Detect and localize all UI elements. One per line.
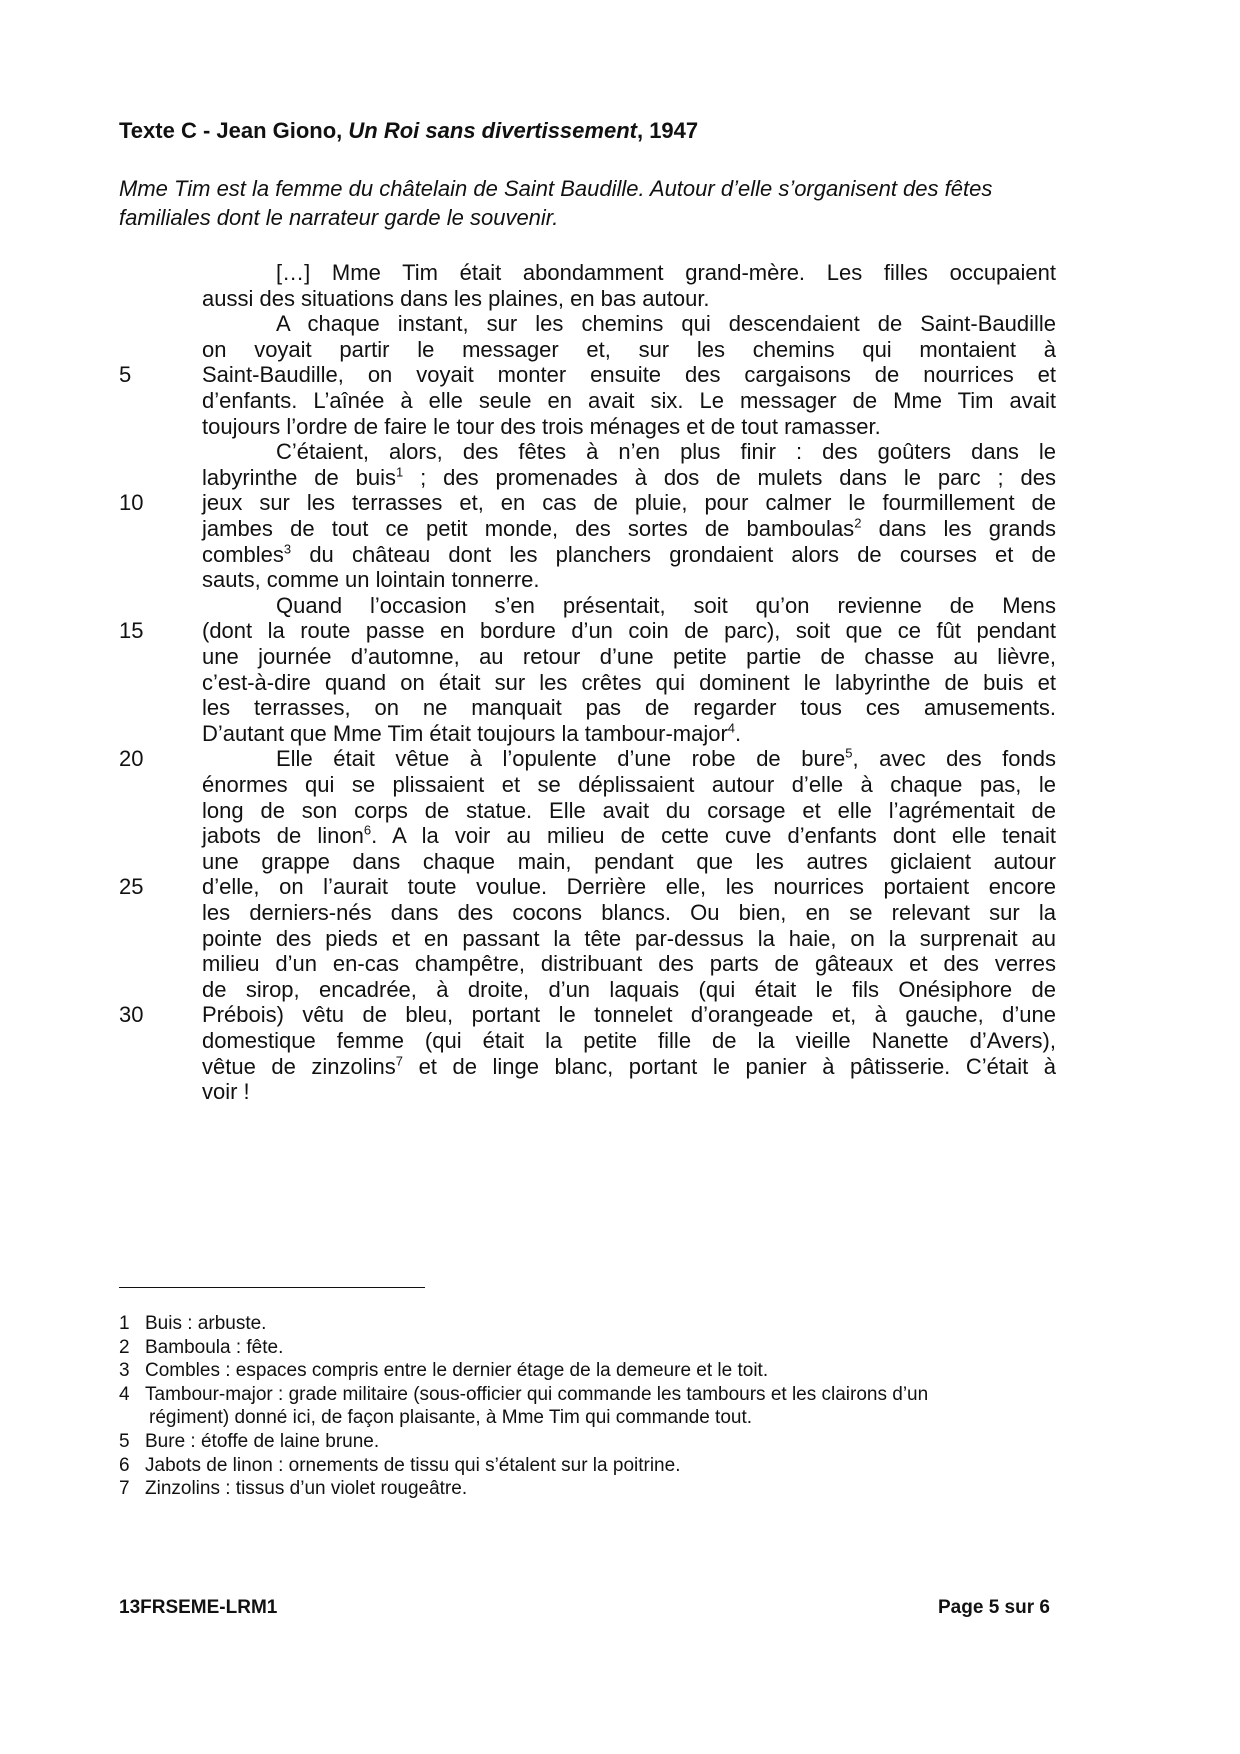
footnote-divider bbox=[119, 1287, 425, 1288]
exam-code: 13FRSEME-LRM1 bbox=[119, 1597, 278, 1618]
passage-line: toujours l’ordre de faire le tour des trois ménages et de tout ramasser. bbox=[202, 413, 881, 439]
passage-line: pointe des pieds et en passant la tête par-dessus la haie, on la surprenait au bbox=[202, 925, 1056, 951]
passage-text: D’autant que Mme Tim était toujours la tambour-major bbox=[202, 720, 728, 746]
footnote-number: 6 bbox=[119, 1454, 130, 1476]
passage-text: . A la voir au milieu de cette cuve d’enfants dont elle tenait bbox=[371, 823, 1056, 849]
passage-text: labyrinthe de buis bbox=[202, 464, 397, 490]
passage-line: jeux sur les terrasses et, en cas de pluie, pour calmer le fourmillement de bbox=[202, 490, 1056, 516]
footnote bbox=[119, 1429, 379, 1455]
footnote-reference: 4 bbox=[727, 720, 736, 736]
passage-text: jambes de tout ce petit monde, des sortes de bamboulas bbox=[202, 516, 855, 541]
footnote-reference: 5 bbox=[845, 746, 853, 762]
passage-text: vêtue de zinzolins bbox=[202, 1053, 396, 1079]
line-number: 25 bbox=[119, 874, 144, 900]
footnote bbox=[119, 1453, 680, 1479]
footnote-number: 5 bbox=[119, 1431, 130, 1452]
footnote-reference: 2 bbox=[854, 515, 862, 531]
footnote-text: Zinzolins : tissus d’un violet rougeâtre. bbox=[145, 1478, 468, 1500]
title-year: , 1947 bbox=[636, 118, 699, 143]
passage-line: Quand l’occasion s’en présentait, soit qu’on revienne de Mens bbox=[276, 592, 1056, 618]
passage-line: long de son corps de statue. Elle avait du corsage et elle l’agrémentait de bbox=[202, 797, 1056, 823]
footnote-number: 7 bbox=[119, 1478, 130, 1500]
passage-line: de sirop, encadrée, à droite, d’un laquais (qui était le fils Onésiphore de bbox=[202, 976, 1056, 1002]
passage-line: C’étaient, alors, des fêtes à n’en plus finir : des goûters dans le bbox=[276, 439, 1056, 465]
passage-line: les terrasses, on ne manquait pas de regarder tous ces amusements. bbox=[202, 695, 1056, 721]
title-work: Un Roi sans divertissement bbox=[348, 118, 637, 143]
line-number: 10 bbox=[119, 490, 144, 516]
passage-text: combles bbox=[202, 541, 284, 567]
passage-line: énormes qui se plissaient et se déplissaient autour d’elle à chaque pas, le bbox=[202, 772, 1056, 797]
passage-line: les derniers-nés dans des cocons blancs. Ou bien, en se relevant sur la bbox=[202, 900, 1056, 925]
line-number: 15 bbox=[119, 618, 144, 644]
passage-line: d’enfants. L’aînée à elle seule en avait six. Le messager de Mme Tim avait bbox=[202, 388, 1056, 413]
passage-line: on voyait partir le messager et, sur les chemins qui montaient à bbox=[202, 336, 1056, 362]
footnote-reference: 6 bbox=[363, 822, 372, 838]
footnote-reference: 7 bbox=[395, 1053, 404, 1069]
intro-line: Mme Tim est la femme du châtelain de Saint Baudille. Autour d’elle s’organisent des fêtes bbox=[119, 176, 993, 201]
text-title bbox=[119, 118, 698, 144]
footnote-text: Jabots de linon : ornements de tissu qui s’étalent sur la poitrine. bbox=[145, 1454, 681, 1476]
passage-line: aussi des situations dans les plaines, en bas autour. bbox=[202, 285, 710, 311]
passage-text: et de linge blanc, portant le panier à pâtisserie. C’était à bbox=[403, 1053, 1057, 1079]
passage-line: une journée d’automne, au retour d’une petite partie de chasse au lièvre, bbox=[202, 644, 1056, 669]
passage-text: dans les grands bbox=[861, 516, 1056, 541]
footnote-number: 4 bbox=[119, 1383, 130, 1405]
footnote bbox=[119, 1335, 283, 1361]
passage-line: d’elle, on l’aurait toute voulue. Derrière elle, les nourrices portaient encore bbox=[202, 874, 1056, 900]
footnote-number: 3 bbox=[119, 1360, 130, 1382]
passage-text: , avec des fonds bbox=[852, 746, 1056, 772]
passage-line: Saint-Baudille, on voyait monter ensuite des cargaisons de nourrices et bbox=[202, 362, 1056, 388]
passage-line: voir ! bbox=[202, 1079, 250, 1105]
footnote-number: 2 bbox=[119, 1336, 130, 1358]
passage-line: (dont la route passe en bordure d’un coin de parc), soit que ce fût pendant bbox=[202, 618, 1056, 644]
intro-line: familiales dont le narrateur garde le souvenir. bbox=[119, 205, 559, 230]
passage-line: sauts, comme un lointain tonnerre. bbox=[202, 567, 540, 593]
passage-text: jabots de linon bbox=[202, 823, 364, 849]
footnote-reference: 1 bbox=[396, 464, 404, 480]
footnote-text: Bure : étoffe de laine brune. bbox=[145, 1431, 380, 1452]
passage-text: Elle était vêtue à l’opulente d’une robe de bure bbox=[276, 746, 846, 772]
passage-line: milieu d’un en-cas champêtre, distribuant des parts de gâteaux et des verres bbox=[202, 951, 1056, 977]
footnote-text: Buis : arbuste. bbox=[145, 1313, 267, 1334]
passage-line: A chaque instant, sur les chemins qui descendaient de Saint-Baudille bbox=[276, 311, 1056, 337]
passage-line: c’est-à-dire quand on était sur les crêtes qui dominent le labyrinthe de buis et bbox=[202, 669, 1056, 695]
footnote bbox=[119, 1358, 768, 1384]
footnote-number: 1 bbox=[119, 1313, 130, 1334]
footnote-continuation: régiment) donné ici, de façon plaisante, à Mme Tim qui commande tout. bbox=[149, 1407, 753, 1429]
line-number: 5 bbox=[119, 362, 132, 388]
passage-text: . bbox=[735, 720, 742, 746]
footnote-text: Tambour-major : grade militaire (sous-officier qui commande les tambours et les clairons d’un bbox=[145, 1383, 929, 1405]
footnote-text: Combles : espaces compris entre le dernier étage de la demeure et le toit. bbox=[145, 1360, 769, 1382]
footnote bbox=[119, 1382, 928, 1408]
page-number: Page 5 sur 6 bbox=[938, 1597, 1050, 1618]
passage-line: domestique femme (qui était la petite fille de la vieille Nanette d’Avers), bbox=[202, 1028, 1056, 1053]
title-author: Texte C - Jean Giono, bbox=[119, 118, 349, 143]
footnote bbox=[119, 1311, 266, 1337]
intro-paragraph bbox=[119, 174, 1119, 232]
footnote-reference: 3 bbox=[283, 541, 292, 557]
footnote-text: Bamboula : fête. bbox=[145, 1336, 284, 1358]
passage-line: […] Mme Tim était abondamment grand-mère. Les filles occupaient bbox=[276, 260, 1056, 285]
footnote bbox=[119, 1476, 467, 1502]
passage-line: une grappe dans chaque main, pendant que les autres giclaient autour bbox=[202, 848, 1056, 874]
passage-text: du château dont les planchers grondaient alors de courses et de bbox=[291, 541, 1056, 567]
passage-text: ; des promenades à dos de mulets dans le parc ; des bbox=[403, 464, 1056, 490]
passage-line: Prébois) vêtu de bleu, portant le tonnelet d’orangeade et, à gauche, d’une bbox=[202, 1002, 1056, 1028]
line-number: 30 bbox=[119, 1002, 144, 1028]
line-number: 20 bbox=[119, 746, 144, 772]
